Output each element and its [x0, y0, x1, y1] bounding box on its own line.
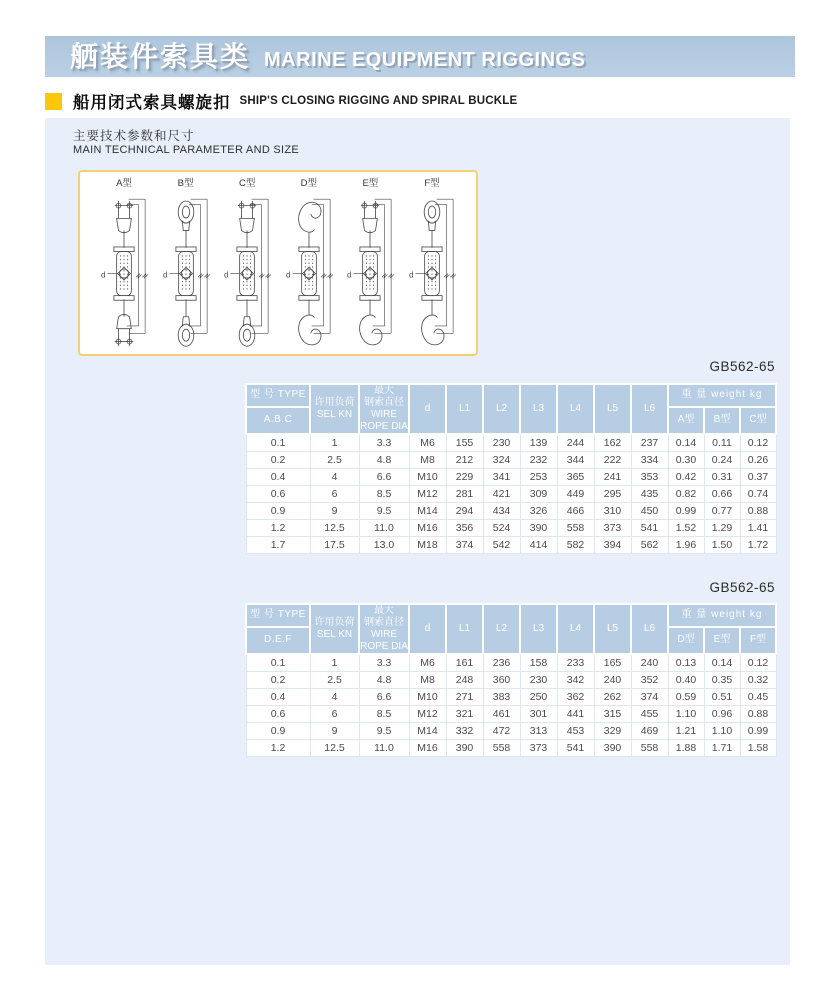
table-cell: 3.3 — [359, 434, 409, 452]
table-cell: 0.4 — [246, 469, 310, 486]
table-row — [246, 469, 776, 486]
diagram-figure — [95, 177, 153, 352]
diagram-figure — [403, 177, 461, 352]
table-cell: 1.96 — [668, 537, 704, 554]
table-cell: 165 — [594, 654, 631, 672]
table-cell: 466 — [557, 503, 594, 520]
table-cell: 294 — [446, 503, 483, 520]
table-row — [246, 486, 776, 503]
table-cell: 1.29 — [704, 520, 740, 537]
table-cell: 1.2 — [246, 740, 310, 757]
table-cell: 295 — [594, 486, 631, 503]
header-length: L1 — [446, 384, 483, 434]
header-length: L2 — [483, 604, 520, 654]
table-cell: 9 — [310, 503, 359, 520]
table-cell: 0.6 — [246, 486, 310, 503]
table-cell: 373 — [594, 520, 631, 537]
figure-label: E型 — [362, 178, 379, 189]
table-cell: 455 — [631, 706, 668, 723]
table-cell: 434 — [483, 503, 520, 520]
table-cell: 441 — [557, 706, 594, 723]
table-cell: 332 — [446, 723, 483, 740]
table-cell: 373 — [520, 740, 557, 757]
table-row — [246, 503, 776, 520]
table-cell: 390 — [446, 740, 483, 757]
header-type: 型 号 TYPE — [246, 604, 310, 627]
table-cell: 0.6 — [246, 706, 310, 723]
table-row — [246, 706, 776, 723]
params-title-en: MAIN TECHNICAL PARAMETER AND SIZE — [73, 144, 300, 156]
table-cell: 558 — [631, 740, 668, 757]
table-cell: 232 — [520, 452, 557, 469]
diagram-figure — [157, 177, 215, 352]
table-cell: 6 — [310, 706, 359, 723]
table-cell: 222 — [594, 452, 631, 469]
section-title-zh: 船用闭式索具螺旋扣 — [73, 94, 231, 112]
table-cell: 12.5 — [310, 740, 359, 757]
table-cell: 0.30 — [668, 452, 704, 469]
table-cell: M18 — [409, 537, 446, 554]
table-cell: 0.40 — [668, 672, 704, 689]
table-cell: 562 — [631, 537, 668, 554]
table-cell: 158 — [520, 654, 557, 672]
table-cell: 394 — [594, 537, 631, 554]
header-load: 许用负荷 SEL KN — [310, 604, 359, 654]
table-row — [246, 689, 776, 706]
table-cell: 0.45 — [740, 689, 776, 706]
header-length: L4 — [557, 604, 594, 654]
table-cell: M10 — [409, 469, 446, 486]
table-cell: 0.99 — [668, 503, 704, 520]
table-cell: 4.8 — [359, 452, 409, 469]
table-cell: M16 — [409, 740, 446, 757]
turnbuckle-drawing — [157, 190, 215, 348]
standard-label-1: GB562-65 — [709, 359, 775, 374]
figure-label: C型 — [239, 178, 256, 189]
table-cell: 17.5 — [310, 537, 359, 554]
table-cell: 0.42 — [668, 469, 704, 486]
table-cell: 469 — [631, 723, 668, 740]
table-cell: 321 — [446, 706, 483, 723]
table-cell: 0.35 — [704, 672, 740, 689]
table-cell: 4 — [310, 469, 359, 486]
table-cell: 230 — [520, 672, 557, 689]
table-cell: 524 — [483, 520, 520, 537]
header-length: L3 — [520, 384, 557, 434]
bottom-fitting — [298, 299, 320, 345]
table-cell: 0.88 — [740, 706, 776, 723]
table-cell: 383 — [483, 689, 520, 706]
table-cell: 139 — [520, 434, 557, 452]
header-length: L3 — [520, 604, 557, 654]
header-weight: 重 量 weight kg — [668, 384, 776, 407]
table-cell: 0.11 — [704, 434, 740, 452]
table-cell: 0.13 — [668, 654, 704, 672]
table-cell: 542 — [483, 537, 520, 554]
table-cell: 365 — [557, 469, 594, 486]
dim-label: d — [162, 270, 168, 280]
table-cell: 1.21 — [668, 723, 704, 740]
top-fitting — [115, 201, 133, 248]
table-row — [246, 520, 776, 537]
table-cell: 0.4 — [246, 689, 310, 706]
table-cell: 240 — [631, 654, 668, 672]
yellow-bullet-icon — [45, 93, 62, 110]
table-cell: 1.52 — [668, 520, 704, 537]
table-cell: 0.99 — [740, 723, 776, 740]
table-cell: 4 — [310, 689, 359, 706]
table-cell: 0.66 — [704, 486, 740, 503]
table-cell: 0.51 — [704, 689, 740, 706]
table-cell: 1.58 — [740, 740, 776, 757]
table-cell: 4.8 — [359, 672, 409, 689]
header-type: 型 号 TYPE — [246, 384, 310, 407]
table-cell: 414 — [520, 537, 557, 554]
bottom-fitting — [115, 299, 133, 346]
table-cell: 341 — [483, 469, 520, 486]
barrel — [360, 247, 380, 300]
top-fitting — [424, 201, 440, 248]
header-d: d — [409, 604, 446, 654]
table-cell: M6 — [409, 434, 446, 452]
table-cell: 352 — [631, 672, 668, 689]
table-cell: 582 — [557, 537, 594, 554]
header-type-sub: A.B.C — [246, 407, 310, 434]
table-cell: 2.5 — [310, 672, 359, 689]
table-cell: M6 — [409, 654, 446, 672]
table-cell: 161 — [446, 654, 483, 672]
table-cell: 9.5 — [359, 503, 409, 520]
header-length: L5 — [594, 384, 631, 434]
table-row — [246, 452, 776, 469]
table-cell: 1.7 — [246, 537, 310, 554]
diagram-figure — [341, 177, 399, 352]
table-cell: 541 — [631, 520, 668, 537]
spec-table-abc — [245, 383, 777, 554]
table-cell: M16 — [409, 520, 446, 537]
section-header — [45, 91, 517, 111]
table-cell: 0.12 — [740, 434, 776, 452]
table-cell: 324 — [483, 452, 520, 469]
table-cell: 6 — [310, 486, 359, 503]
table-cell: 9.5 — [359, 723, 409, 740]
header-length: L2 — [483, 384, 520, 434]
table-cell: 1 — [310, 434, 359, 452]
table-cell: M8 — [409, 672, 446, 689]
figure-label: B型 — [177, 178, 194, 189]
header-length: L5 — [594, 604, 631, 654]
banner-title-zh: 舾装件索具类 — [70, 41, 251, 72]
table-cell: 374 — [631, 689, 668, 706]
dim-label: d — [285, 270, 291, 280]
table-cell: 230 — [483, 434, 520, 452]
banner-title-en: MARINE EQUIPMENT RIGGINGS — [264, 49, 586, 71]
dim-label: d — [224, 270, 229, 280]
table-cell: 253 — [520, 469, 557, 486]
table-cell: 0.2 — [246, 672, 310, 689]
top-fitting — [361, 201, 379, 248]
table-cell: 0.82 — [668, 486, 704, 503]
table-cell: 240 — [594, 672, 631, 689]
table-cell: 390 — [520, 520, 557, 537]
table-cell: M8 — [409, 452, 446, 469]
table-cell: 0.31 — [704, 469, 740, 486]
table-cell: 450 — [631, 503, 668, 520]
table-cell: 0.2 — [246, 452, 310, 469]
table-cell: 309 — [520, 486, 557, 503]
table-cell: M14 — [409, 503, 446, 520]
header-weight-sub: C型 — [740, 407, 776, 434]
header-weight: 重 量 weight kg — [668, 604, 776, 627]
table-cell: M10 — [409, 689, 446, 706]
turnbuckle-drawing — [218, 190, 276, 348]
page-banner — [45, 36, 795, 77]
table-cell: 0.1 — [246, 434, 310, 452]
table-cell: 11.0 — [359, 740, 409, 757]
figure-label: D型 — [300, 178, 317, 189]
table-cell: 334 — [631, 452, 668, 469]
turnbuckle-drawing — [341, 190, 399, 348]
bottom-fitting — [360, 299, 382, 345]
header-type-sub: D.E.F — [246, 627, 310, 654]
table-cell: 1.2 — [246, 520, 310, 537]
turnbuckle-drawing — [95, 190, 153, 348]
table-cell: 250 — [520, 689, 557, 706]
table-cell: M12 — [409, 706, 446, 723]
table-cell: 461 — [483, 706, 520, 723]
figure-label: A型 — [116, 178, 132, 189]
top-fitting — [178, 201, 194, 248]
table-cell: 8.5 — [359, 706, 409, 723]
table-cell: 310 — [594, 503, 631, 520]
header-length: L4 — [557, 384, 594, 434]
table-cell: 9 — [310, 723, 359, 740]
bottom-fitting — [422, 299, 444, 345]
dim-label: d — [347, 270, 353, 280]
table-cell: 421 — [483, 486, 520, 503]
barrel — [237, 247, 257, 300]
table-cell: 0.1 — [246, 654, 310, 672]
dimension-lines — [415, 199, 455, 333]
table-row — [246, 740, 776, 757]
table-cell: 0.59 — [668, 689, 704, 706]
table-cell: 374 — [446, 537, 483, 554]
table-cell: M12 — [409, 486, 446, 503]
table-cell: 229 — [446, 469, 483, 486]
dimension-lines — [107, 199, 147, 333]
header-load: 许用负荷 SEL KN — [310, 384, 359, 434]
header-weight-sub: F型 — [740, 627, 776, 654]
table-cell: 472 — [483, 723, 520, 740]
table-cell: 362 — [557, 689, 594, 706]
table-cell: 1.71 — [704, 740, 740, 757]
table-cell: 3.3 — [359, 654, 409, 672]
header-d: d — [409, 384, 446, 434]
table-cell: 390 — [594, 740, 631, 757]
section-title-en: SHIP'S CLOSING RIGGING AND SPIRAL BUCKLE — [239, 95, 518, 107]
table-cell: 0.37 — [740, 469, 776, 486]
table-cell: 360 — [483, 672, 520, 689]
table-cell: 6.6 — [359, 469, 409, 486]
table-cell: 0.24 — [704, 452, 740, 469]
table-cell: 329 — [594, 723, 631, 740]
table-cell: 313 — [520, 723, 557, 740]
turnbuckle-drawing — [280, 190, 338, 348]
table-cell: 301 — [520, 706, 557, 723]
diagram-figure — [218, 177, 276, 352]
table-cell: 0.74 — [740, 486, 776, 503]
bottom-fitting — [239, 299, 255, 346]
params-title-zh: 主要技术参数和尺寸 — [73, 129, 195, 143]
header-weight-sub: B型 — [704, 407, 740, 434]
table-cell: 233 — [557, 654, 594, 672]
diagram-figures — [80, 172, 476, 354]
turnbuckle-drawing — [403, 190, 461, 348]
table-cell: 212 — [446, 452, 483, 469]
table-cell: 2.5 — [310, 452, 359, 469]
table-cell: 13.0 — [359, 537, 409, 554]
table-row — [246, 723, 776, 740]
dimension-lines — [231, 199, 271, 333]
header-length: L6 — [631, 604, 668, 654]
table-cell: 0.14 — [668, 434, 704, 452]
table-cell: 449 — [557, 486, 594, 503]
table-cell: 1.72 — [740, 537, 776, 554]
table-cell: 0.96 — [704, 706, 740, 723]
table-cell: 326 — [520, 503, 557, 520]
table-cell: 281 — [446, 486, 483, 503]
spec-table-def — [245, 603, 777, 757]
header-weight-sub: D型 — [668, 627, 704, 654]
table-cell: 541 — [557, 740, 594, 757]
table-cell: 237 — [631, 434, 668, 452]
top-fitting — [298, 202, 320, 248]
table-row — [246, 672, 776, 689]
table-row — [246, 537, 776, 554]
table-cell: 453 — [557, 723, 594, 740]
table-cell: 1.10 — [668, 706, 704, 723]
table-cell: 315 — [594, 706, 631, 723]
diagram-box — [78, 170, 478, 356]
table-cell: 236 — [483, 654, 520, 672]
table-cell: 1.88 — [668, 740, 704, 757]
header-wire-dia: 最大 钢索直径 WIRE ROPE DIA — [360, 605, 408, 652]
table-cell: 1.50 — [704, 537, 740, 554]
table-cell: 0.77 — [704, 503, 740, 520]
table-cell: 353 — [631, 469, 668, 486]
table-row — [246, 654, 776, 672]
table-cell: 155 — [446, 434, 483, 452]
table-cell: 435 — [631, 486, 668, 503]
header-length: L1 — [446, 604, 483, 654]
diagram-figure — [280, 177, 338, 352]
table-cell: 356 — [446, 520, 483, 537]
table-cell: 0.9 — [246, 723, 310, 740]
standard-label-2: GB562-65 — [709, 580, 775, 595]
table-cell: 344 — [557, 452, 594, 469]
bottom-fitting — [178, 299, 194, 346]
table-cell: 1.10 — [704, 723, 740, 740]
table-cell: 558 — [483, 740, 520, 757]
header-wire-dia: 最大 钢索直径 WIRE ROPE DIA — [360, 385, 408, 432]
barrel — [422, 247, 442, 300]
table-cell: 0.26 — [740, 452, 776, 469]
table-cell: 1.41 — [740, 520, 776, 537]
table-cell: 248 — [446, 672, 483, 689]
table-cell: 0.88 — [740, 503, 776, 520]
table-cell: 0.14 — [704, 654, 740, 672]
table-cell: M14 — [409, 723, 446, 740]
dim-label: d — [101, 270, 106, 280]
table-cell: 244 — [557, 434, 594, 452]
table-cell: 8.5 — [359, 486, 409, 503]
header-weight-sub: A型 — [668, 407, 704, 434]
figure-label: F型 — [424, 178, 440, 189]
table-cell: 1 — [310, 654, 359, 672]
table-cell: 162 — [594, 434, 631, 452]
barrel — [114, 247, 134, 300]
barrel — [175, 247, 195, 300]
table-cell: 0.12 — [740, 654, 776, 672]
table-cell: 558 — [557, 520, 594, 537]
table-cell: 342 — [557, 672, 594, 689]
top-fitting — [238, 201, 256, 248]
table-cell: 11.0 — [359, 520, 409, 537]
dimension-lines — [169, 199, 209, 333]
table-cell: 0.32 — [740, 672, 776, 689]
table-cell: 6.6 — [359, 689, 409, 706]
barrel — [299, 247, 319, 300]
dimension-lines — [354, 199, 394, 333]
dim-label: d — [409, 270, 414, 280]
table-row — [246, 434, 776, 452]
table-cell: 262 — [594, 689, 631, 706]
header-weight-sub: E型 — [704, 627, 740, 654]
table-cell: 12.5 — [310, 520, 359, 537]
header-length: L6 — [631, 384, 668, 434]
table-cell: 0.9 — [246, 503, 310, 520]
table-cell: 241 — [594, 469, 631, 486]
table-cell: 271 — [446, 689, 483, 706]
